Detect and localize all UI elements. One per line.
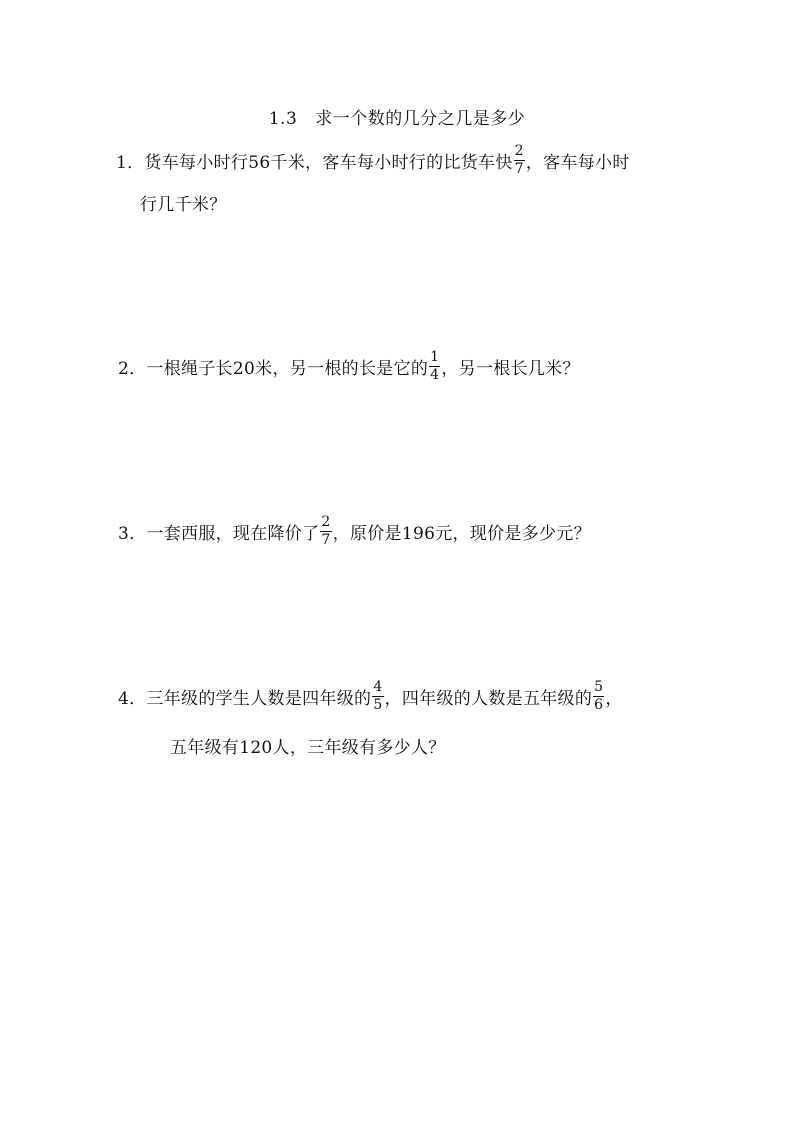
fraction-denominator: 4: [430, 367, 440, 383]
problem-3-text-a: 一套西服，现在降价了: [146, 524, 320, 544]
fraction-denominator: 7: [321, 532, 331, 548]
problem-4-fraction-1: [372, 680, 383, 713]
problem-4-line-1: [118, 680, 623, 713]
problem-3-fraction: [320, 515, 331, 548]
problem-3-line-1: [118, 515, 591, 548]
problem-1-line-2: [140, 190, 227, 215]
fraction-denominator: 7: [514, 161, 524, 177]
problem-4-text-c: ，: [605, 689, 623, 709]
problem-1-text-c: 行几千米？: [140, 195, 227, 215]
page-title: [0, 104, 794, 129]
fraction-numerator: 2: [514, 143, 524, 159]
fraction-numerator: 2: [321, 514, 331, 530]
problem-1-label: 1．: [116, 153, 145, 173]
problem-4-label: 4．: [118, 689, 147, 709]
problem-3-label: 3．: [118, 524, 147, 544]
problem-2-fraction: [429, 350, 440, 383]
fraction-numerator: 4: [373, 679, 383, 695]
problem-1-text-b: ，客车每小时: [525, 153, 630, 173]
problem-1-line-1: [116, 144, 630, 177]
problem-2-label: 2．: [118, 359, 147, 379]
fraction-numerator: 5: [594, 679, 604, 695]
problem-4-fraction-2: [593, 680, 604, 713]
section-title: 求一个数的几分之几是多少: [315, 109, 526, 129]
fraction-numerator: 1: [430, 349, 440, 365]
problem-3-text-b: ，原价是196元，现价是多少元？: [332, 524, 591, 544]
problem-2-text-a: 一根绳子长20米，另一根的长是它的: [146, 359, 429, 379]
section-number: 1.3: [268, 109, 298, 129]
problem-1-text-a: 货车每小时行56千米，客车每小时行的比货车快: [144, 153, 513, 173]
fraction-denominator: 6: [594, 697, 604, 713]
problem-2-text-b: ，另一根长几米？: [441, 359, 580, 379]
fraction-denominator: 5: [373, 697, 383, 713]
problem-4-text-b: ，四年级的人数是五年级的: [384, 689, 593, 709]
problem-1-fraction: [514, 144, 525, 177]
problem-2-line-1: [118, 350, 580, 383]
problem-4-line-2: [170, 733, 446, 758]
problem-4-text-d: 五年级有120人，三年级有多少人？: [170, 738, 446, 758]
problem-4-text-a: 三年级的学生人数是四年级的: [146, 689, 372, 709]
